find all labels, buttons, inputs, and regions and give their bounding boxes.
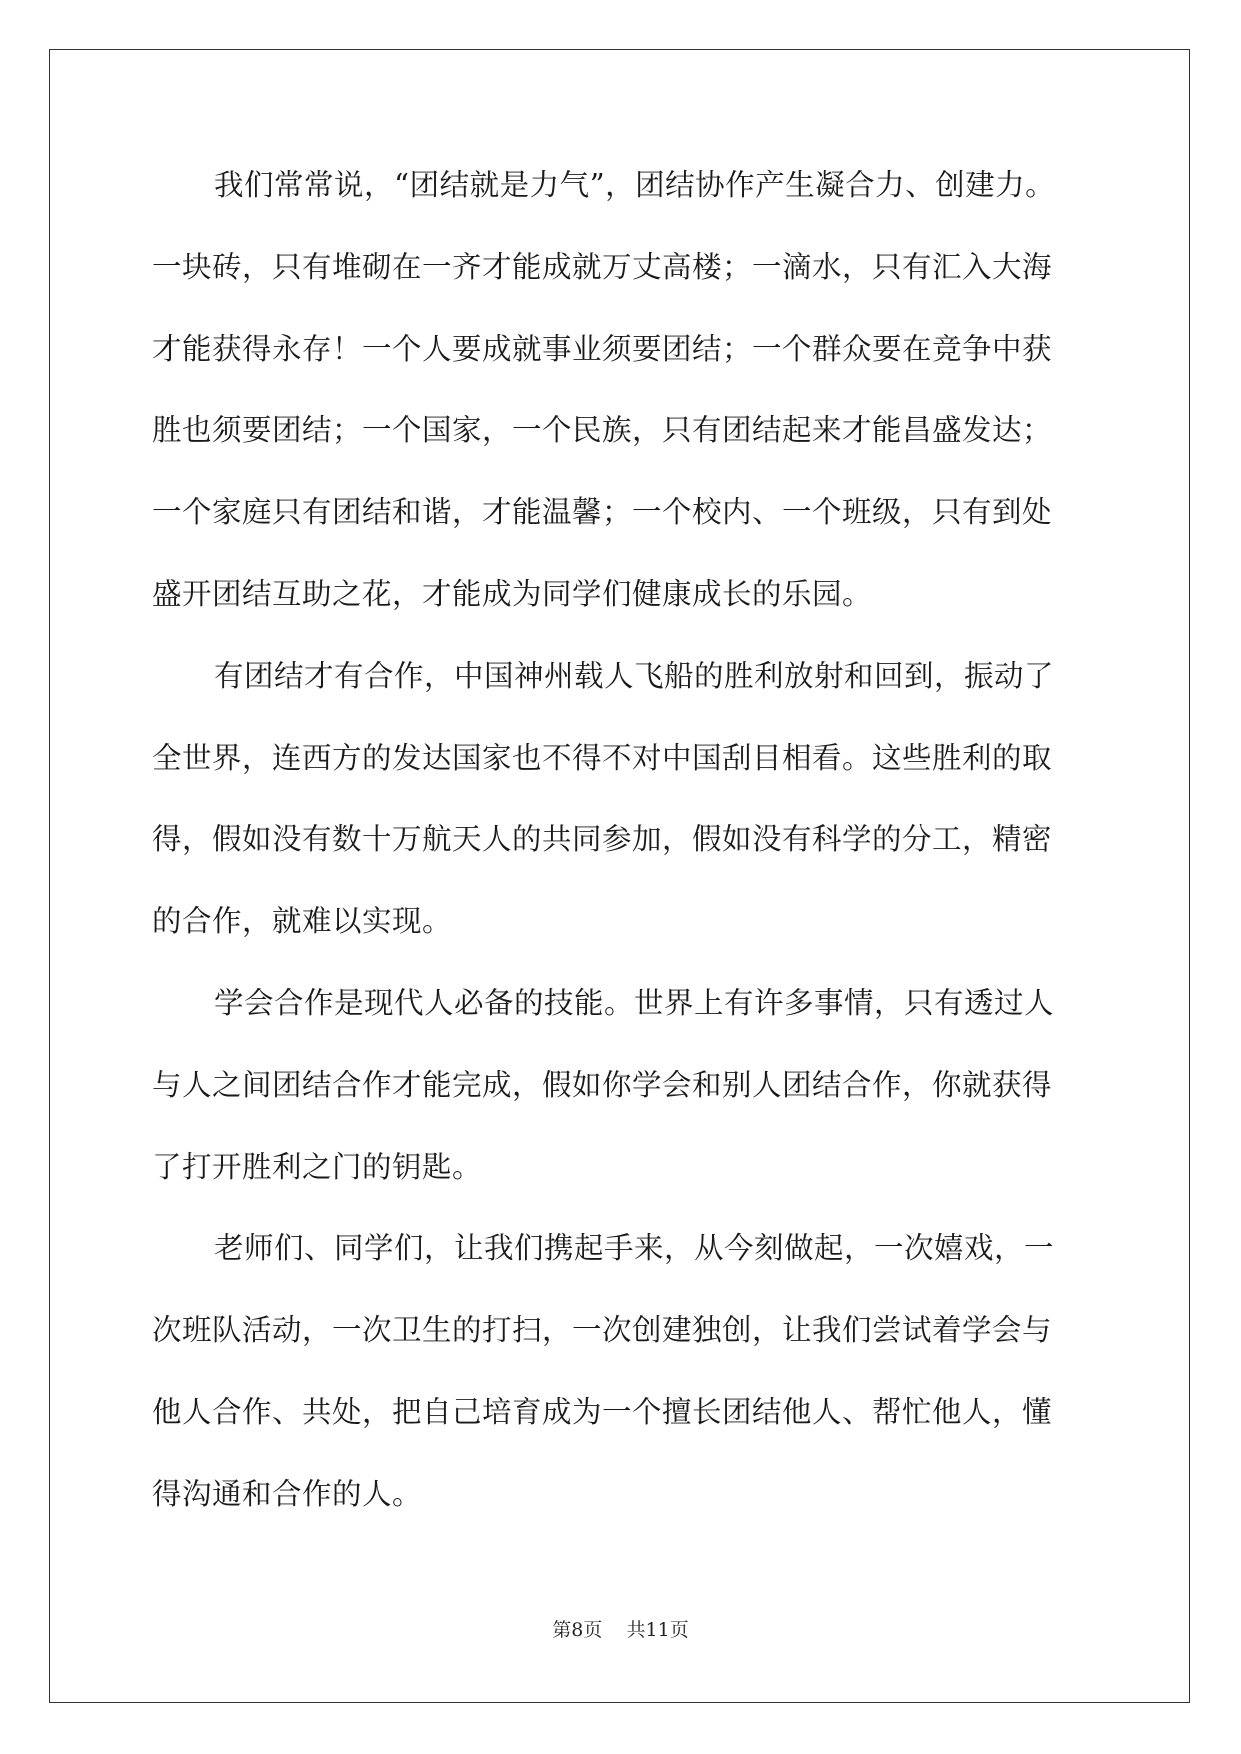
text-line: 的合作，就难以实现。: [152, 904, 453, 939]
text-line: 了打开胜利之门的钥匙。: [152, 1149, 483, 1184]
text-line: 才能获得永存！一个人要成就事业须要团结；一个群众要在竞争中获: [152, 331, 1053, 366]
text-line: 全世界，连西方的发达国家也不得不对中国刮目相看。这些胜利的取: [152, 740, 1053, 775]
page-number: 第8页: [552, 1619, 603, 1641]
text-line: 胜也须要团结；一个国家，一个民族，只有团结起来才能昌盛发达；: [152, 413, 1053, 448]
text-line: 学会合作是现代人必备的技能。世界上有许多事情，只有透过人: [214, 985, 1055, 1020]
text-line: 与人之间团结合作才能完成，假如你学会和别人团结合作，你就获得: [152, 1067, 1053, 1102]
text-line: 得，假如没有数十万航天人的共同参加，假如没有科学的分工，精密: [152, 822, 1053, 857]
text-line: 次班队活动，一次卫生的打扫，一次创建独创，让我们尝试着学会与: [152, 1313, 1053, 1348]
text-line: 老师们、同学们，让我们携起手来，从今刻做起，一次嬉戏，一: [214, 1231, 1055, 1266]
text-line: 有团结才有合作，中国神州载人飞船的胜利放射和回到，振动了: [214, 658, 1055, 693]
text-line: 得沟通和合作的人。: [152, 1476, 423, 1511]
text-line: 一个家庭只有团结和谐，才能温馨；一个校内、一个班级，只有到处: [152, 495, 1053, 530]
text-line: 我们常常说，“团结就是力气”，团结协作产生凝合力、创建力。: [214, 168, 1056, 202]
text-line: 一块砖，只有堆砌在一齐才能成就万丈高楼；一滴水，只有汇入大海: [152, 249, 1053, 284]
text-line: 盛开团结互助之花，才能成为同学们健康成长的乐园。: [152, 576, 873, 611]
page-total: 共11页: [626, 1619, 689, 1641]
text-line: 他人合作、共处，把自己培育成为一个擅长团结他人、帮忙他人，懂: [152, 1394, 1053, 1429]
page-footer: [0, 1615, 1241, 1642]
document-body: [152, 160, 1092, 1551]
